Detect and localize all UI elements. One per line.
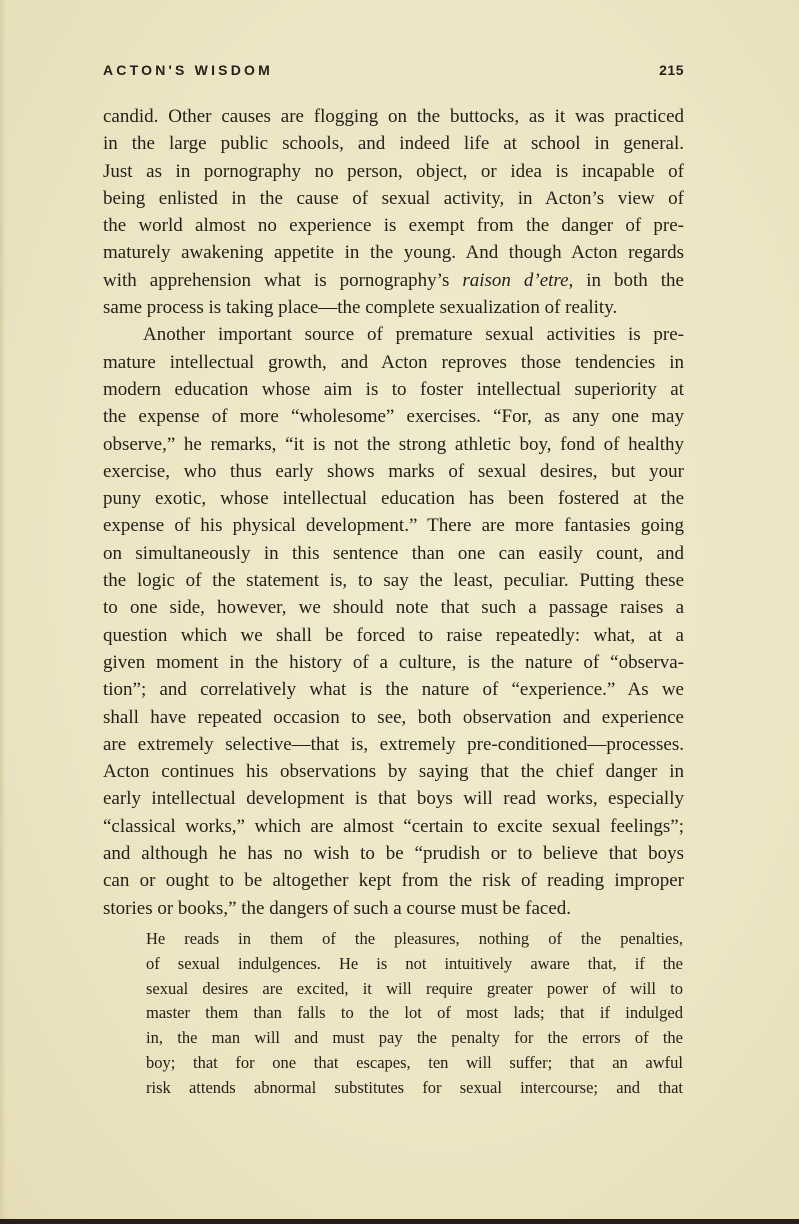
page-gutter-shadow bbox=[0, 0, 6, 1224]
quote-line: He reads in them of the pleasures, nothing of the penalties, bbox=[146, 929, 683, 948]
text-line: observe,” he remarks, “it is not the strong athletic boy, fond of healthy bbox=[103, 433, 684, 455]
text-line: the expense of more “wholesome” exercises. “For, as any one may bbox=[103, 406, 684, 428]
text-line: on simultaneously in this sentence than one can easily count, and bbox=[103, 542, 684, 564]
running-head: ACTON'S WISDOM bbox=[103, 62, 273, 78]
page-bottom-edge bbox=[0, 1219, 799, 1224]
page-header bbox=[103, 62, 684, 84]
text-line: “classical works,” which are almost “certain to excite sexual feelings”; bbox=[103, 815, 684, 837]
text-line: maturely awakening appetite in the young. And though Acton regards bbox=[103, 242, 684, 264]
text-line: in the large public schools, and indeed life at school in general. bbox=[103, 133, 684, 155]
quote-line: of sexual indulgences. He is not intuitively aware that, if the bbox=[146, 953, 683, 973]
text-line: expense of his physical development.” There are more fantasies going bbox=[103, 515, 684, 537]
text-line: puny exotic, whose intellectual education has been fostered at the bbox=[103, 488, 684, 510]
text-line: to one side, however, we should note that such a passage raises a bbox=[103, 597, 684, 619]
text-line: the logic of the statement is, to say the least, peculiar. Putting these bbox=[103, 570, 684, 592]
text-line: Just as in pornography no person, object, or idea is incapable of bbox=[103, 160, 684, 182]
text-line: the world almost no experience is exempt from the danger of pre- bbox=[103, 215, 684, 237]
text-line: mature intellectual growth, and Acton reproves those tendencies in bbox=[103, 351, 684, 373]
text-line: candid. Other causes are flogging on the buttocks, as it was practiced bbox=[103, 106, 684, 127]
quote-line: sexual desires are excited, it will require greater power of will to bbox=[146, 978, 683, 998]
quote-line: boy; that for one that escapes, ten will suffer; that an awful bbox=[146, 1052, 683, 1072]
text-line: tion”; and correlatively what is the nature of “experience.” As we bbox=[103, 679, 684, 701]
text-line: same process is taking place—the complete sexualization of reality. bbox=[103, 297, 618, 319]
paragraph-first-line: Another important source of premature sexual activities is pre- bbox=[143, 324, 684, 346]
text-line: shall have repeated occasion to see, both observation and experience bbox=[103, 706, 684, 728]
body-text bbox=[103, 103, 684, 922]
text-line: being enlisted in the cause of sexual activity, in Acton’s view of bbox=[103, 187, 684, 209]
text-line: and although he has no wish to be “prudish or to believe that boys bbox=[103, 843, 684, 865]
page-number: 215 bbox=[659, 62, 684, 78]
text-segment: with apprehension what is pornography’s bbox=[103, 269, 463, 291]
text-line: stories or books,” the dangers of such a course must be faced. bbox=[103, 897, 571, 919]
text-segment: in both the bbox=[573, 269, 684, 291]
text-line: are extremely selective—that is, extremely pre-conditioned—processes. bbox=[103, 733, 684, 755]
italic-phrase: raison d’etre, bbox=[462, 269, 574, 291]
text-line: early intellectual development is that boys will read works, especially bbox=[103, 788, 684, 810]
text-line-with-italic bbox=[103, 267, 684, 294]
text-line: can or ought to be altogether kept from the risk of reading improper bbox=[103, 870, 684, 892]
text-line: given moment in the history of a culture, is the nature of “observa- bbox=[103, 651, 684, 673]
block-quote bbox=[146, 927, 683, 1101]
text-line: exercise, who thus early shows marks of sexual desires, but your bbox=[103, 460, 684, 482]
text-line: question which we shall be forced to raise repeatedly: what, at a bbox=[103, 624, 684, 646]
text-line: modern education whose aim is to foster intellectual superiority at bbox=[103, 378, 684, 400]
quote-line: risk attends abnormal substitutes for sexual intercourse; and that bbox=[146, 1077, 683, 1097]
quote-line: in, the man will and must pay the penalty for the errors of the bbox=[146, 1028, 683, 1048]
text-line: Acton continues his observations by saying that the chief danger in bbox=[103, 761, 684, 783]
quote-line: master them than falls to the lot of most lads; that if indulged bbox=[146, 1003, 683, 1023]
